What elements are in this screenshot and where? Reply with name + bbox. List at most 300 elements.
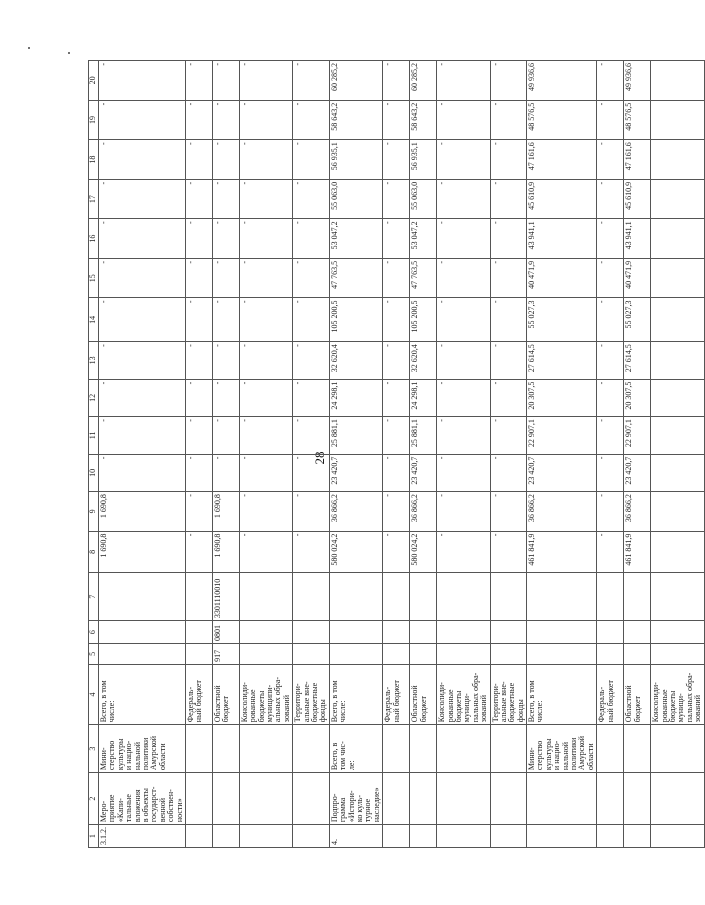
label-cell xyxy=(293,725,330,773)
value-cell xyxy=(597,644,624,665)
table-row xyxy=(293,61,330,848)
value-cell: - xyxy=(490,492,527,532)
table-row xyxy=(329,61,382,848)
label-cell: Территори- альные вне- бюджетные фонды xyxy=(293,664,330,724)
table-row xyxy=(651,61,704,848)
label-cell xyxy=(597,725,624,773)
value-cell: - xyxy=(293,298,330,342)
value-cell: - xyxy=(293,417,330,454)
value-cell: - xyxy=(239,61,292,101)
value-cell: 55 027,3 xyxy=(624,298,651,342)
value-cell xyxy=(99,621,186,644)
value-cell: 45 610,9 xyxy=(527,179,597,219)
value-cell xyxy=(651,573,704,621)
value-cell: - xyxy=(597,454,624,491)
value-cell xyxy=(329,644,382,665)
value-cell xyxy=(185,621,212,644)
label-cell xyxy=(597,825,624,848)
value-cell xyxy=(651,179,704,219)
value-cell xyxy=(651,61,704,101)
label-cell: Федераль- ный бюджет xyxy=(597,664,624,724)
value-cell: 1 690,8 xyxy=(99,531,186,573)
value-cell xyxy=(490,644,527,665)
value-cell: - xyxy=(437,179,490,219)
value-cell: - xyxy=(239,100,292,140)
value-cell: 32 620,4 xyxy=(329,342,382,379)
value-cell: - xyxy=(437,531,490,573)
value-cell xyxy=(597,573,624,621)
value-cell: 58 643,2 xyxy=(410,100,437,140)
value-cell: 461 841,9 xyxy=(624,531,651,573)
value-cell: - xyxy=(185,258,212,298)
value-cell: 36 866,2 xyxy=(329,492,382,532)
label-cell: Всего, в том числе: xyxy=(527,664,597,724)
value-cell xyxy=(527,621,597,644)
value-cell: - xyxy=(597,219,624,259)
scan-speck xyxy=(28,47,30,49)
table-row xyxy=(239,61,292,848)
label-cell xyxy=(239,725,292,773)
label-cell xyxy=(437,725,490,773)
value-cell: - xyxy=(490,61,527,101)
value-cell: 43 941,1 xyxy=(624,219,651,259)
column-number-cell: 16 xyxy=(89,219,99,259)
label-cell: Всего, в том числе: xyxy=(99,664,186,724)
label-cell xyxy=(527,825,597,848)
value-cell: 40 471,9 xyxy=(624,258,651,298)
value-cell xyxy=(651,531,704,573)
value-cell: - xyxy=(490,417,527,454)
value-cell: - xyxy=(293,531,330,573)
label-cell xyxy=(527,773,597,825)
value-cell: - xyxy=(383,219,410,259)
value-cell: 32 620,4 xyxy=(410,342,437,379)
column-number-cell: 11 xyxy=(89,417,99,454)
value-cell: - xyxy=(99,417,186,454)
value-cell: - xyxy=(212,140,239,180)
value-cell: - xyxy=(212,454,239,491)
column-number-cell: 13 xyxy=(89,342,99,379)
value-cell: - xyxy=(293,258,330,298)
value-cell: 917 xyxy=(212,644,239,665)
value-cell: - xyxy=(185,219,212,259)
value-cell: 55 063,0 xyxy=(329,179,382,219)
label-cell xyxy=(597,773,624,825)
value-cell: 461 841,9 xyxy=(527,531,597,573)
scan-speck xyxy=(68,52,70,54)
value-cell: 60 285,2 xyxy=(329,61,382,101)
value-cell: 105 200,5 xyxy=(329,298,382,342)
value-cell xyxy=(651,454,704,491)
column-number-cell: 19 xyxy=(89,100,99,140)
table-row xyxy=(212,61,239,848)
value-cell: 25 881,1 xyxy=(329,417,382,454)
label-cell: Областной бюджет xyxy=(410,664,437,724)
value-cell xyxy=(651,621,704,644)
column-number-row xyxy=(89,61,99,848)
label-cell xyxy=(624,825,651,848)
value-cell: - xyxy=(99,379,186,416)
value-cell: - xyxy=(185,454,212,491)
value-cell: - xyxy=(239,342,292,379)
value-cell: - xyxy=(185,379,212,416)
label-cell xyxy=(239,773,292,825)
value-cell: - xyxy=(99,61,186,101)
value-cell: 60 285,2 xyxy=(410,61,437,101)
label-cell xyxy=(437,773,490,825)
value-cell: - xyxy=(293,61,330,101)
value-cell: - xyxy=(99,342,186,379)
label-cell xyxy=(383,825,410,848)
value-cell: - xyxy=(239,140,292,180)
value-cell: 23 420,7 xyxy=(329,454,382,491)
value-cell xyxy=(239,573,292,621)
value-cell: - xyxy=(490,298,527,342)
value-cell xyxy=(651,492,704,532)
value-cell xyxy=(624,644,651,665)
value-cell: - xyxy=(212,258,239,298)
value-cell xyxy=(410,621,437,644)
value-cell: 53 047,2 xyxy=(329,219,382,259)
label-cell: 4. xyxy=(329,825,382,848)
value-cell: - xyxy=(597,492,624,532)
value-cell: 27 614,5 xyxy=(624,342,651,379)
value-cell: - xyxy=(212,61,239,101)
table-row xyxy=(383,61,410,848)
value-cell xyxy=(651,219,704,259)
label-cell xyxy=(185,725,212,773)
label-cell xyxy=(410,725,437,773)
value-cell xyxy=(410,573,437,621)
value-cell xyxy=(651,100,704,140)
value-cell: - xyxy=(99,140,186,180)
value-cell: 55 027,3 xyxy=(527,298,597,342)
column-number-cell: 1 xyxy=(89,825,99,848)
value-cell: - xyxy=(437,454,490,491)
column-number-cell: 15 xyxy=(89,258,99,298)
label-cell xyxy=(212,825,239,848)
label-cell: Областной бюджет xyxy=(212,664,239,724)
value-cell: - xyxy=(597,379,624,416)
value-cell xyxy=(99,644,186,665)
value-cell xyxy=(329,573,382,621)
value-cell: - xyxy=(239,379,292,416)
value-cell xyxy=(651,298,704,342)
value-cell: 45 610,9 xyxy=(624,179,651,219)
table-row xyxy=(490,61,527,848)
value-cell: 49 936,6 xyxy=(527,61,597,101)
value-cell: 47 161,6 xyxy=(527,140,597,180)
value-cell: - xyxy=(597,298,624,342)
value-cell: - xyxy=(212,100,239,140)
value-cell xyxy=(651,379,704,416)
value-cell: - xyxy=(437,492,490,532)
column-number-cell: 3 xyxy=(89,725,99,773)
value-cell: 23 420,7 xyxy=(410,454,437,491)
value-cell xyxy=(185,644,212,665)
value-cell: - xyxy=(99,100,186,140)
value-cell: - xyxy=(293,379,330,416)
value-cell: 43 941,1 xyxy=(527,219,597,259)
value-cell: - xyxy=(239,454,292,491)
value-cell: - xyxy=(185,531,212,573)
label-cell: Консолиди- рованные бюджеты муници- пальных обра- зований xyxy=(651,664,704,724)
value-cell xyxy=(624,621,651,644)
value-cell: - xyxy=(383,100,410,140)
value-cell: - xyxy=(490,140,527,180)
label-cell: Территори- альные вне- бюджетные фонды xyxy=(490,664,527,724)
label-cell xyxy=(239,825,292,848)
budget-table xyxy=(88,60,705,848)
value-cell: - xyxy=(239,417,292,454)
value-cell: 1 690,8 xyxy=(99,492,186,532)
value-cell: - xyxy=(490,342,527,379)
value-cell: - xyxy=(490,454,527,491)
value-cell: 40 471,9 xyxy=(527,258,597,298)
label-cell xyxy=(383,773,410,825)
value-cell: - xyxy=(212,219,239,259)
value-cell: - xyxy=(293,342,330,379)
value-cell: 47 763,5 xyxy=(329,258,382,298)
value-cell: 36 866,2 xyxy=(410,492,437,532)
value-cell xyxy=(99,573,186,621)
value-cell: 1 690,8 xyxy=(212,531,239,573)
value-cell: - xyxy=(239,298,292,342)
value-cell: 56 935,1 xyxy=(410,140,437,180)
column-number-cell: 2 xyxy=(89,773,99,825)
value-cell: 24 298,1 xyxy=(329,379,382,416)
value-cell: 20 307,5 xyxy=(527,379,597,416)
value-cell: - xyxy=(185,298,212,342)
value-cell: - xyxy=(490,100,527,140)
value-cell: - xyxy=(185,140,212,180)
value-cell: - xyxy=(437,258,490,298)
value-cell: - xyxy=(597,179,624,219)
page-number: 28 xyxy=(312,451,327,465)
label-cell: Всего, в том числе: xyxy=(329,664,382,724)
value-cell: - xyxy=(597,531,624,573)
value-cell: - xyxy=(597,61,624,101)
value-cell xyxy=(527,644,597,665)
value-cell xyxy=(293,573,330,621)
value-cell: - xyxy=(185,492,212,532)
label-cell: Федераль- ный бюджет xyxy=(185,664,212,724)
value-cell: - xyxy=(490,179,527,219)
label-cell: Подпро- грамма «Истори- ко куль- турное наследие» xyxy=(329,773,382,825)
label-cell: 3.1.2. xyxy=(99,825,186,848)
value-cell xyxy=(651,417,704,454)
value-cell: - xyxy=(383,379,410,416)
value-cell: - xyxy=(99,298,186,342)
value-cell xyxy=(383,644,410,665)
label-cell xyxy=(490,725,527,773)
value-cell xyxy=(383,573,410,621)
value-cell: 105 200,5 xyxy=(410,298,437,342)
column-number-cell: 17 xyxy=(89,179,99,219)
label-cell: Федераль- ный бюджет xyxy=(383,664,410,724)
column-number-cell: 20 xyxy=(89,61,99,101)
value-cell: - xyxy=(437,417,490,454)
value-cell: - xyxy=(597,342,624,379)
value-cell: - xyxy=(293,100,330,140)
column-number-cell: 9 xyxy=(89,492,99,532)
value-cell: 58 643,2 xyxy=(329,100,382,140)
value-cell xyxy=(383,621,410,644)
value-cell: - xyxy=(212,298,239,342)
value-cell: - xyxy=(437,61,490,101)
label-cell: Мини- стерство культуры и нацио- нальной политики Амурской области xyxy=(527,725,597,773)
value-cell: 580 024,2 xyxy=(329,531,382,573)
value-cell: 47 763,5 xyxy=(410,258,437,298)
value-cell: - xyxy=(293,219,330,259)
value-cell: - xyxy=(383,417,410,454)
value-cell: - xyxy=(293,140,330,180)
value-cell xyxy=(527,573,597,621)
label-cell xyxy=(293,773,330,825)
value-cell xyxy=(239,621,292,644)
value-cell: 24 298,1 xyxy=(410,379,437,416)
column-number-cell: 4 xyxy=(89,664,99,724)
label-cell xyxy=(490,825,527,848)
table-row xyxy=(437,61,490,848)
value-cell: 36 866,2 xyxy=(527,492,597,532)
value-cell xyxy=(624,573,651,621)
value-cell: - xyxy=(99,454,186,491)
column-number-cell: 7 xyxy=(89,573,99,621)
value-cell: - xyxy=(383,492,410,532)
label-cell xyxy=(651,725,704,773)
label-cell xyxy=(437,825,490,848)
value-cell: - xyxy=(185,342,212,379)
label-cell: Областной бюджет xyxy=(624,664,651,724)
value-cell: - xyxy=(212,379,239,416)
column-number-cell: 8 xyxy=(89,531,99,573)
value-cell: 48 576,5 xyxy=(527,100,597,140)
value-cell xyxy=(437,573,490,621)
value-cell: 36 866,2 xyxy=(624,492,651,532)
value-cell xyxy=(293,644,330,665)
value-cell: - xyxy=(383,140,410,180)
value-cell xyxy=(651,644,704,665)
value-cell: - xyxy=(383,179,410,219)
value-cell: - xyxy=(383,258,410,298)
value-cell: - xyxy=(239,179,292,219)
label-cell: Консолиди- рованные бюджеты муници- пальных обра- зований xyxy=(437,664,490,724)
value-cell: - xyxy=(185,61,212,101)
value-cell xyxy=(437,621,490,644)
table-row xyxy=(624,61,651,848)
value-cell: 25 881,1 xyxy=(410,417,437,454)
table-row xyxy=(527,61,597,848)
value-cell: 27 614,5 xyxy=(527,342,597,379)
rotated-table-wrapper xyxy=(88,60,703,848)
column-number-cell: 14 xyxy=(89,298,99,342)
table-row xyxy=(99,61,186,848)
value-cell: 55 063,0 xyxy=(410,179,437,219)
value-cell: - xyxy=(490,379,527,416)
column-number-cell: 10 xyxy=(89,454,99,491)
value-cell: - xyxy=(212,179,239,219)
value-cell: 23 420,7 xyxy=(624,454,651,491)
value-cell: - xyxy=(597,140,624,180)
value-cell: - xyxy=(212,417,239,454)
value-cell: - xyxy=(212,342,239,379)
value-cell: - xyxy=(185,417,212,454)
value-cell xyxy=(293,621,330,644)
value-cell: 22 907,1 xyxy=(527,417,597,454)
label-cell xyxy=(624,725,651,773)
value-cell xyxy=(185,573,212,621)
value-cell: - xyxy=(437,342,490,379)
value-cell: 47 161,6 xyxy=(624,140,651,180)
value-cell xyxy=(329,621,382,644)
value-cell xyxy=(410,644,437,665)
value-cell: - xyxy=(437,100,490,140)
value-cell: - xyxy=(293,179,330,219)
label-cell xyxy=(410,825,437,848)
value-cell: - xyxy=(185,100,212,140)
table-body xyxy=(89,61,705,848)
label-cell xyxy=(185,773,212,825)
value-cell xyxy=(239,644,292,665)
value-cell xyxy=(597,621,624,644)
label-cell xyxy=(490,773,527,825)
value-cell: 23 420,7 xyxy=(527,454,597,491)
label-cell xyxy=(185,825,212,848)
label-cell: Меро- приятие «Капи- тальные вложения в объекты государст- венной собствен- ности» xyxy=(99,773,186,825)
label-cell: Консолиди- рованные бюджеты муниципи- альных обра- зований xyxy=(239,664,292,724)
value-cell: 48 576,5 xyxy=(624,100,651,140)
value-cell: - xyxy=(239,258,292,298)
value-cell: - xyxy=(239,492,292,532)
value-cell: 0801 xyxy=(212,621,239,644)
column-number-cell: 6 xyxy=(89,621,99,644)
label-cell xyxy=(651,773,704,825)
value-cell: - xyxy=(383,61,410,101)
value-cell: 580 024,2 xyxy=(410,531,437,573)
value-cell: - xyxy=(239,219,292,259)
value-cell: - xyxy=(293,492,330,532)
value-cell: 20 307,5 xyxy=(624,379,651,416)
value-cell xyxy=(437,644,490,665)
value-cell: - xyxy=(597,417,624,454)
value-cell: 49 936,6 xyxy=(624,61,651,101)
column-number-cell: 5 xyxy=(89,644,99,665)
label-cell: Всего, в том чис- ле: xyxy=(329,725,382,773)
value-cell xyxy=(490,621,527,644)
value-cell: - xyxy=(185,179,212,219)
value-cell: - xyxy=(437,140,490,180)
table-row xyxy=(410,61,437,848)
column-number-cell: 18 xyxy=(89,140,99,180)
table-row xyxy=(597,61,624,848)
value-cell: - xyxy=(99,219,186,259)
label-cell xyxy=(383,725,410,773)
label-cell: Мини- стерство культуры и нацио- нальной политики Амурской области xyxy=(99,725,186,773)
value-cell: - xyxy=(597,100,624,140)
value-cell: 3301110010 xyxy=(212,573,239,621)
value-cell: - xyxy=(239,531,292,573)
value-cell: - xyxy=(383,342,410,379)
value-cell xyxy=(651,342,704,379)
value-cell xyxy=(651,140,704,180)
value-cell: - xyxy=(437,379,490,416)
label-cell xyxy=(212,725,239,773)
value-cell: - xyxy=(383,454,410,491)
value-cell: 22 907,1 xyxy=(624,417,651,454)
label-cell xyxy=(212,773,239,825)
value-cell: - xyxy=(99,179,186,219)
